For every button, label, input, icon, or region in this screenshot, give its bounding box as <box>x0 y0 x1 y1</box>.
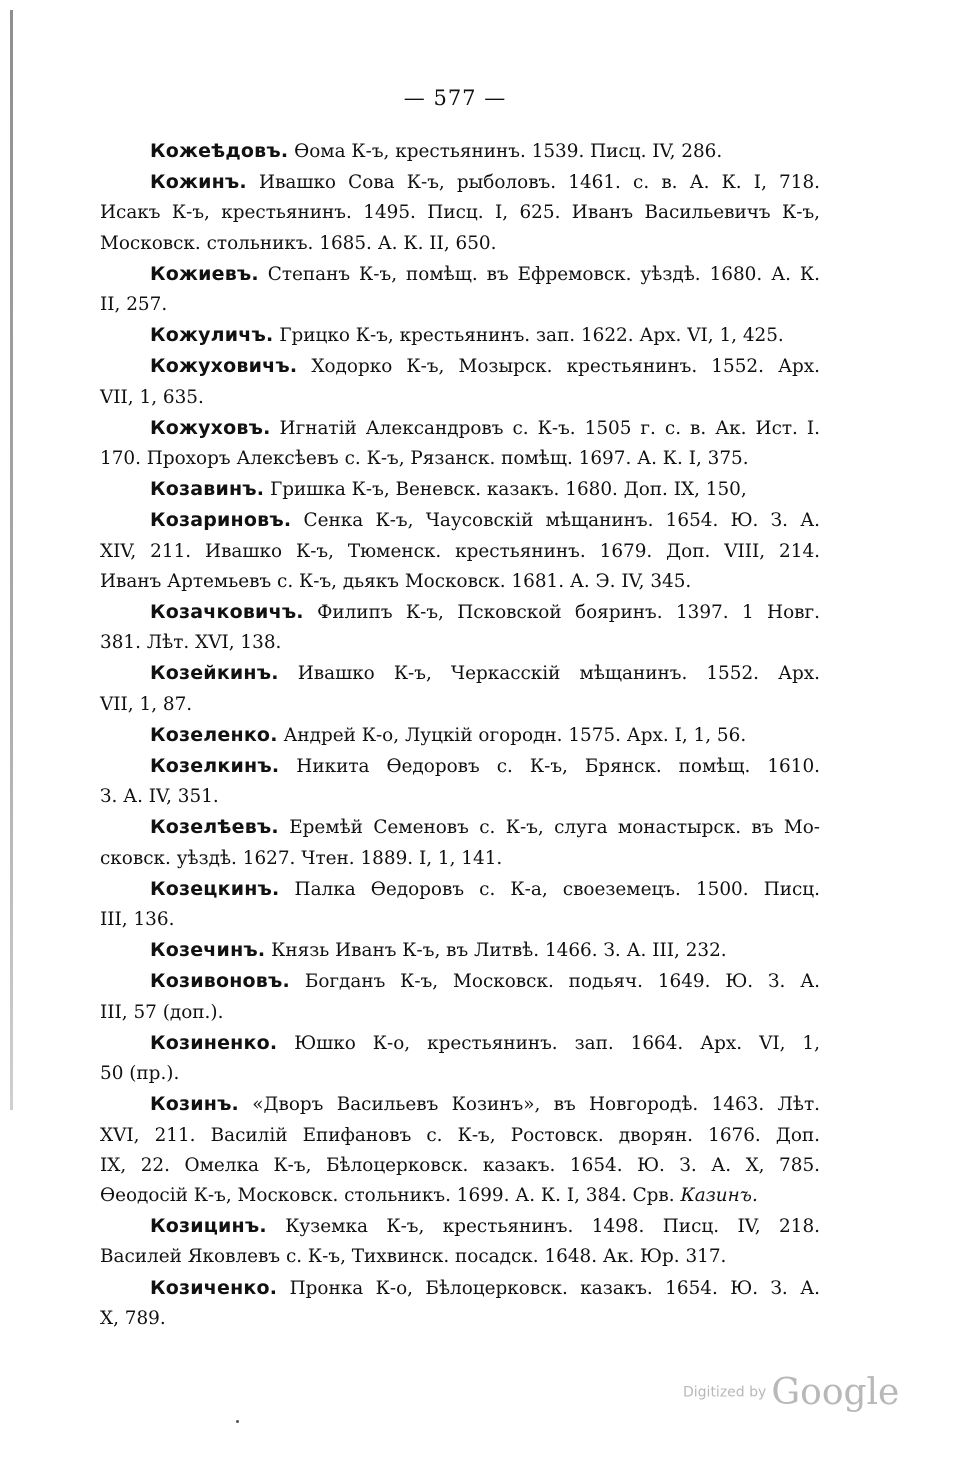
entry-text: З. А. IV, 351. <box>100 786 219 808</box>
entry-text: IX, 22. Омелка К-ъ, Бѣлоцерковск. казакъ. 1654. Ю. З. А. X, 785. <box>100 1154 820 1176</box>
entry-text: Ивашко Сова К-ъ, рыболовъ. 1461. с. в. А. К. I, 718. <box>258 172 820 194</box>
dictionary-entry <box>100 1273 820 1334</box>
page-number: — 577 — <box>403 86 507 110</box>
dictionary-entry <box>100 351 820 412</box>
entry-line <box>100 444 820 474</box>
entry-line <box>100 1121 820 1151</box>
dictionary-entry <box>100 751 820 812</box>
entry-line <box>100 966 820 997</box>
entry-headword: Козецкинъ. <box>150 877 280 900</box>
entry-text: Князь Иванъ К-ъ, въ Литвѣ. 1466. З. А. III, 232. <box>271 940 727 962</box>
google-logo: Google <box>771 1372 900 1413</box>
entry-headword: Кожиевъ. <box>150 262 259 285</box>
entry-line <box>100 136 820 167</box>
dictionary-entry <box>100 1089 820 1211</box>
watermark-prefix: Digitized by <box>683 1384 767 1401</box>
entry-text: XVI, 211. Василій Епифановъ с. К-ъ, Ростовск. дворян. 1676. Доп. <box>100 1124 820 1146</box>
entry-headword: Кожуховъ. <box>150 416 271 439</box>
entry-text: VII, 1, 635. <box>100 386 204 408</box>
entry-line <box>100 229 820 259</box>
entry-text: Филипъ К-ъ, Псковской бояринъ. 1397. 1 Новг. <box>317 602 820 624</box>
entry-line <box>100 320 820 351</box>
entry-text: Исакъ К-ъ, крестьянинъ. 1495. Писц. I, 625. Иванъ Васильевичъ К-ъ, <box>100 202 820 224</box>
entry-text: Ѳома К-ъ, крестьянинъ. 1539. Писц. IV, 286. <box>294 141 723 162</box>
entry-line <box>100 998 820 1028</box>
entry-headword: Козицинъ. <box>150 1215 267 1238</box>
entry-text: 381. Лѣт. XVI, 138. <box>100 632 282 654</box>
dictionary-entry <box>100 1028 820 1089</box>
dictionary-entry <box>100 658 820 719</box>
entry-line <box>100 597 820 628</box>
entry-text: 170. Прохоръ Алексѣевъ с. К-ъ, Рязанск. помѣщ. 1697. А. К. I, 375. <box>100 448 749 470</box>
entry-cross-reference: Казинъ. <box>680 1184 758 1206</box>
entry-text: X, 789. <box>100 1307 166 1329</box>
entry-text: Гришка К-ъ, Веневск. казакъ. 1680. Доп. IX, 150, <box>270 479 747 501</box>
entry-line <box>100 1304 820 1334</box>
entry-text: Андрей К-о, Луцкій огородн. 1575. Арх. I, 1, 56. <box>283 724 747 746</box>
entry-text: Пронка К-о, Бѣлоцерковск. казакъ. 1654. Ю. З. А. <box>289 1277 820 1299</box>
entry-text: Василей Яковлевъ с. К-ъ, Тихвинск. посадск. 1648. Ак. Юр. 317. <box>100 1246 727 1268</box>
entry-text: II, 257. <box>100 294 168 316</box>
entry-headword: Кожеѣдовъ. <box>150 140 289 162</box>
entry-line <box>100 537 820 567</box>
dictionary-entry <box>100 812 820 873</box>
entry-text: Еремѣй Семеновъ с. К-ъ, слуга монастырск. въ Мо- <box>289 817 820 839</box>
entry-line <box>100 905 820 935</box>
entry-line <box>100 751 820 782</box>
entry-line <box>100 1028 820 1059</box>
entry-headword: Козечинъ. <box>150 939 266 962</box>
entry-text: Иванъ Артемьевъ с. К-ъ, дьякъ Московск. 1681. А. Э. IV, 345. <box>100 570 692 592</box>
dictionary-entry <box>100 136 820 167</box>
dictionary-entry <box>100 474 820 505</box>
entry-text: Ходорко К-ъ, Мозырск. крестьянинъ. 1552. Арх. <box>311 356 820 378</box>
entry-line <box>100 690 820 720</box>
entry-line <box>100 720 820 751</box>
entry-line <box>100 1211 820 1242</box>
entry-headword: Козинъ. <box>150 1093 239 1116</box>
entry-line <box>100 413 820 444</box>
entry-line <box>100 167 820 198</box>
entry-text: сковск. уѣздѣ. 1627. Чтен. 1889. I, 1, 141. <box>100 847 503 869</box>
scan-edge-shadow <box>10 10 13 1110</box>
entry-headword: Кожуличъ. <box>150 324 274 347</box>
entry-text: Сенка К-ъ, Чаусовскій мѣщанинъ. 1654. Ю. З. А. <box>303 510 820 532</box>
entry-text: Грицко К-ъ, крестьянинъ. зап. 1622. Арх. VI, 1, 425. <box>279 325 784 347</box>
entry-line <box>100 844 820 874</box>
entry-line <box>100 474 820 505</box>
dictionary-entry <box>100 167 820 259</box>
entry-line <box>100 198 820 228</box>
entry-line <box>100 505 820 536</box>
entry-headword: Козеленко. <box>150 723 278 746</box>
dictionary-entry <box>100 1211 820 1272</box>
entry-text: Богданъ К-ъ, Московск. подьяч. 1649. Ю. З. А. <box>304 971 820 993</box>
entry-text: Степанъ К-ъ, помѣщ. въ Ефремовск. уѣздѣ. 1680. А. К. <box>267 263 820 285</box>
dictionary-entry <box>100 259 820 320</box>
entry-text: Юшко К-о, крестьянинъ. зап. 1664. Арх. VI, 1, <box>294 1032 820 1054</box>
entry-text: III, 136. <box>100 909 175 931</box>
entry-line <box>100 628 820 658</box>
entry-line <box>100 1242 820 1272</box>
entry-headword: Козейкинъ. <box>150 662 279 685</box>
entry-line <box>100 812 820 843</box>
entry-text: Ивашко К-ъ, Черкасскій мѣщанинъ. 1552. Арх. <box>297 663 820 685</box>
entry-headword: Козивоновъ. <box>150 970 290 993</box>
dictionary-entries <box>100 136 820 1334</box>
entry-text: Московск. стольникъ. 1685. А. К. II, 650. <box>100 232 497 254</box>
dictionary-entry <box>100 505 820 597</box>
entry-headword: Кожуховичъ. <box>150 355 298 378</box>
entry-line <box>100 290 820 320</box>
entry-headword: Козиченко. <box>150 1276 278 1299</box>
dictionary-entry <box>100 597 820 658</box>
dictionary-entry <box>100 966 820 1027</box>
dictionary-entry <box>100 320 820 351</box>
entry-headword: Кожинъ. <box>150 171 247 194</box>
entry-headword: Козариновъ. <box>150 509 292 532</box>
entry-headword: Козелѣевъ. <box>150 816 279 839</box>
dictionary-entry <box>100 720 820 751</box>
entry-line <box>100 567 820 597</box>
entry-line <box>100 782 820 812</box>
dictionary-entry <box>100 413 820 474</box>
entry-text: Палка Ѳедоровъ с. К-а, своеземецъ. 1500. Писц. <box>294 878 820 900</box>
entry-headword: Козавинъ. <box>150 478 265 501</box>
entry-headword: Козиненко. <box>150 1031 278 1054</box>
entry-text: Куземка К-ъ, крестьянинъ. 1498. Писц. IV, 218. <box>285 1216 820 1238</box>
entry-line <box>100 1181 820 1211</box>
entry-text: Никита Ѳедоровъ с. К-ъ, Брянск. помѣщ. 1610. <box>296 756 820 778</box>
entry-text: 50 (пр.). <box>100 1063 180 1085</box>
digitized-watermark <box>683 1372 899 1413</box>
entry-text: Игнатій Александровъ с. К-ъ. 1505 г. с. в. Ак. Ист. I. <box>279 417 820 439</box>
entry-text: XIV, 211. Ивашко К-ъ, Тюменск. крестьянинъ. 1679. Доп. VIII, 214. <box>100 540 820 562</box>
entry-text: Ѳеодосій К-ъ, Московск. стольникъ. 1699. А. К. I, 384. Срв. <box>100 1184 675 1206</box>
entry-line <box>100 935 820 966</box>
entry-line <box>100 383 820 413</box>
dictionary-entry <box>100 874 820 935</box>
entry-line <box>100 1059 820 1089</box>
entry-line <box>100 1089 820 1120</box>
entry-text: «Дворъ Васильевъ Козинъ», въ Новгородѣ. 1463. Лѣт. <box>252 1094 820 1116</box>
entry-line <box>100 1151 820 1181</box>
entry-line <box>100 351 820 382</box>
entry-headword: Козелкинъ. <box>150 755 280 778</box>
entry-line <box>100 1273 820 1304</box>
entry-headword: Козачковичъ. <box>150 601 304 624</box>
entry-text: VII, 1, 87. <box>100 693 193 715</box>
entry-line <box>100 874 820 905</box>
dictionary-entry <box>100 935 820 966</box>
entry-text: III, 57 (доп.). <box>100 1001 224 1023</box>
entry-line <box>100 658 820 689</box>
scan-speck <box>236 1420 239 1423</box>
entry-line <box>100 259 820 290</box>
